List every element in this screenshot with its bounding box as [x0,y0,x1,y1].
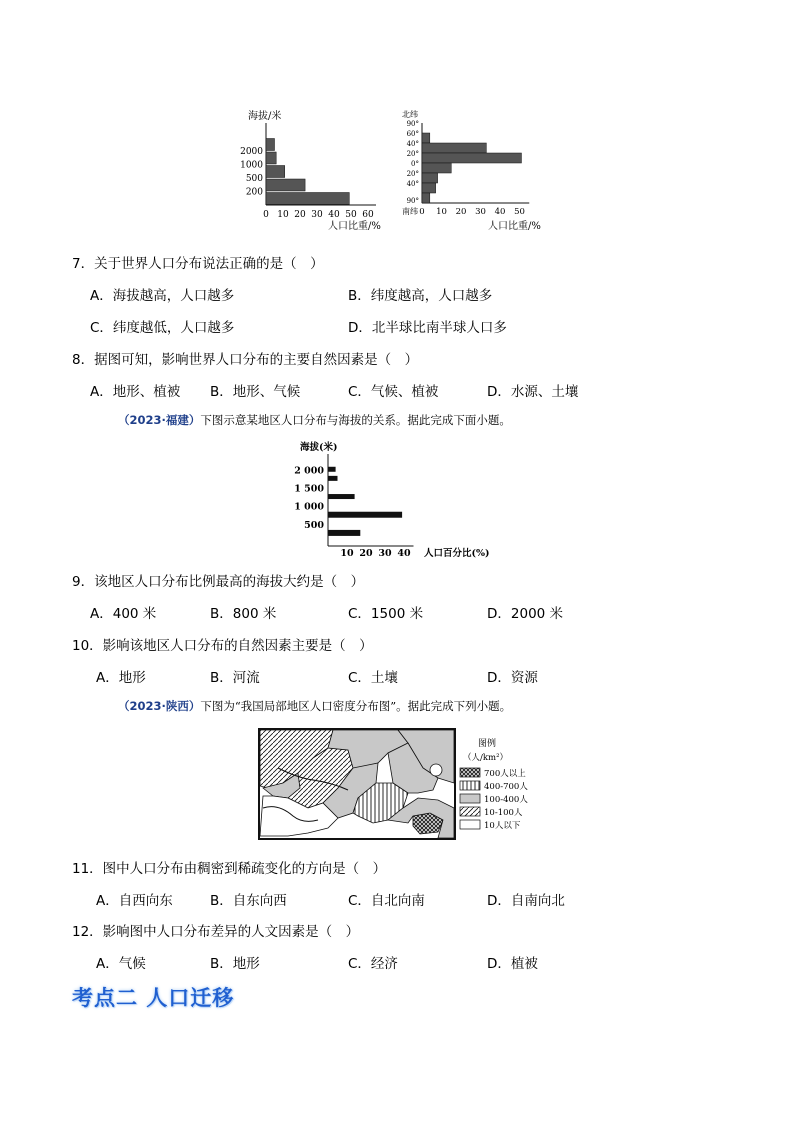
legend-label-400-700: 400-700人 [484,782,528,792]
c1-x-tick-label: 0 [263,210,269,220]
legend-swatch-700plus [460,768,480,777]
q7-option-b[interactable]: B．纬度越高，人口越多 [348,288,493,304]
map-legend [460,737,528,831]
q8-option-c[interactable]: C．气候、植被 [348,384,439,400]
source-text-fujian: 下图示意某地区人口分布与海拔的关系。据此完成下面小题。 [200,413,511,427]
c3-bar [328,530,360,536]
population-density-map [258,728,548,843]
c2-y-tick-label: 40° [406,140,419,148]
legend-swatch-10-100 [460,807,480,816]
c3-bar [328,512,402,518]
q12-option-a[interactable]: A．气候 [96,956,146,972]
legend-title: 图例 [478,739,497,749]
c1-x-tick-label: 10 [277,210,289,220]
c1-x-tick-label: 60 [362,210,374,220]
question-10-stem: 10．影响该地区人口分布的自然因素主要是（ ） [72,638,373,654]
q12-option-d[interactable]: D．植被 [487,956,538,972]
c1-x-tick-label: 40 [328,210,340,220]
chart-altitude-world-plot [240,109,381,232]
c1-y-axis-label: 海拔/米 [248,111,282,122]
chart-altitude-world [240,105,400,235]
c2-bar [422,163,451,173]
question-8-stem: 8．据图可知，影响世界人口分布的主要自然因素是（ ） [72,352,419,368]
q9-option-c[interactable]: C．1500 米 [348,606,424,622]
legend-label-100-400: 100-400人 [484,795,528,805]
question-12-stem: 12．影响图中人口分布差异的人文因素是（ ） [72,924,360,940]
legend-unit: （人/km²） [463,753,508,763]
c3-x-tick-label: 10 [340,548,354,558]
c3-y-axis-label: 海拔(米) [300,442,338,453]
q8-option-b[interactable]: B．地形、气候 [210,384,301,400]
c1-bar [266,166,285,178]
c2-x-tick-label: 0 [419,207,425,217]
c1-bar [266,139,275,151]
c3-y-tick-label: 500 [304,519,324,531]
q7-option-c[interactable]: C．纬度越低，人口越多 [90,320,235,336]
c2-bar [422,153,521,163]
c3-y-tick-label: 1 500 [294,483,324,495]
section-title: 考点二 人口迁移 [72,986,235,1010]
chart-altitude-region-plot [294,441,489,558]
q8-option-d[interactable]: D．水源、土壤 [487,384,579,400]
c3-x-tick-label: 20 [359,548,373,558]
q9-option-a[interactable]: A．400 米 [90,606,157,622]
c2-y-tick-label: 90° [406,197,419,205]
q12-option-b[interactable]: B．地形 [210,956,260,972]
chart-latitude-world-plot [402,109,541,232]
c2-north-label: 北纬 [402,110,418,119]
c2-x-tick-label: 20 [455,207,467,217]
c2-x-axis-label: 人口比重/% [488,221,541,232]
q12-option-c[interactable]: C．经济 [348,956,398,972]
c2-bar [422,193,430,203]
c3-bar [328,467,336,472]
question-9-stem: 9．该地区人口分布比例最高的海拔大约是（ ） [72,574,365,590]
c2-bar [422,133,430,143]
q11-option-c[interactable]: C．自北向南 [348,893,425,909]
c1-y-tick-label: 2000 [240,147,263,157]
q11-option-b[interactable]: B．自东向西 [210,893,287,909]
legend-label-700plus: 700人以上 [484,769,526,779]
c1-y-tick-label: 500 [245,174,263,184]
c3-x-tick-label: 30 [378,548,392,558]
q10-option-c[interactable]: C．土壤 [348,670,398,686]
q10-option-b[interactable]: B．河流 [210,670,260,686]
c2-bar [422,183,436,193]
q10-option-a[interactable]: A．地形 [96,670,146,686]
c1-y-tick-label: 1000 [240,160,263,171]
q10-option-d[interactable]: D．资源 [487,670,538,686]
q8-option-a[interactable]: A．地形、植被 [90,384,181,400]
source-note-fujian [118,412,511,428]
legend-swatch-400-700 [460,781,480,790]
c2-y-tick-label: 20° [406,150,419,158]
q9-option-b[interactable]: B．800 米 [210,606,277,622]
c1-bar [266,179,305,191]
c3-y-tick-label: 2 000 [294,465,324,477]
source-text-shaanxi: 下图为“我国局部地区人口密度分布图”。据此完成下列小题。 [200,699,512,713]
c2-y-tick-label: 60° [406,130,419,138]
c3-x-tick-label: 40 [397,548,411,558]
c1-y-tick-label: 200 [245,187,263,198]
q7-option-d[interactable]: D．北半球比南半球人口多 [348,320,507,336]
source-note-shaanxi [118,698,511,714]
c3-y-tick-label: 1 000 [294,501,324,513]
c2-x-tick-label: 50 [514,207,525,217]
c1-bar [266,193,349,205]
c3-bar [328,476,338,481]
c3-x-axis-label: 人口百分比(%) [424,548,490,558]
c2-y-tick-label: 40° [406,180,419,188]
map-frame [259,729,455,839]
c1-bar [266,152,276,164]
c2-bar [422,143,486,153]
legend-label-under-10: 10人以下 [484,821,521,831]
legend-swatch-under-10 [460,820,480,829]
question-11-stem: 11．图中人口分布由稠密到稀疏变化的方向是（ ） [72,861,387,877]
c2-bar [422,173,438,183]
legend-swatch-100-400 [460,794,480,803]
c1-x-axis-label: 人口比重/% [328,221,381,232]
source-label-shaanxi: （2023·陕西） [118,699,201,713]
legend-label-10-100: 10-100人 [484,808,523,818]
c2-y-tick-label: 90° [406,120,419,128]
source-label-fujian: （2023·福建） [118,413,201,427]
c2-x-tick-label: 40 [494,207,506,217]
c2-x-tick-label: 30 [475,207,486,217]
c1-x-tick-label: 30 [311,210,323,220]
q7-option-a[interactable]: A．海拔越高，人口越多 [90,288,235,304]
q9-option-d[interactable]: D．2000 米 [487,606,564,622]
chart-altitude-region [290,438,520,558]
c3-bar [328,494,355,499]
c1-x-tick-label: 50 [345,210,357,220]
chart-latitude-world [400,105,560,235]
c2-south-label: 南纬 [402,207,418,216]
c2-y-tick-label: 20° [406,170,419,178]
c2-y-tick-label: 0° [411,160,419,168]
question-7-stem: 7．关于世界人口分布说法正确的是（ ） [72,256,324,272]
c2-x-tick-label: 10 [436,207,447,217]
q11-option-d[interactable]: D．自南向北 [487,893,565,909]
q11-option-a[interactable]: A．自西向东 [96,893,173,909]
c1-x-tick-label: 20 [294,210,306,220]
